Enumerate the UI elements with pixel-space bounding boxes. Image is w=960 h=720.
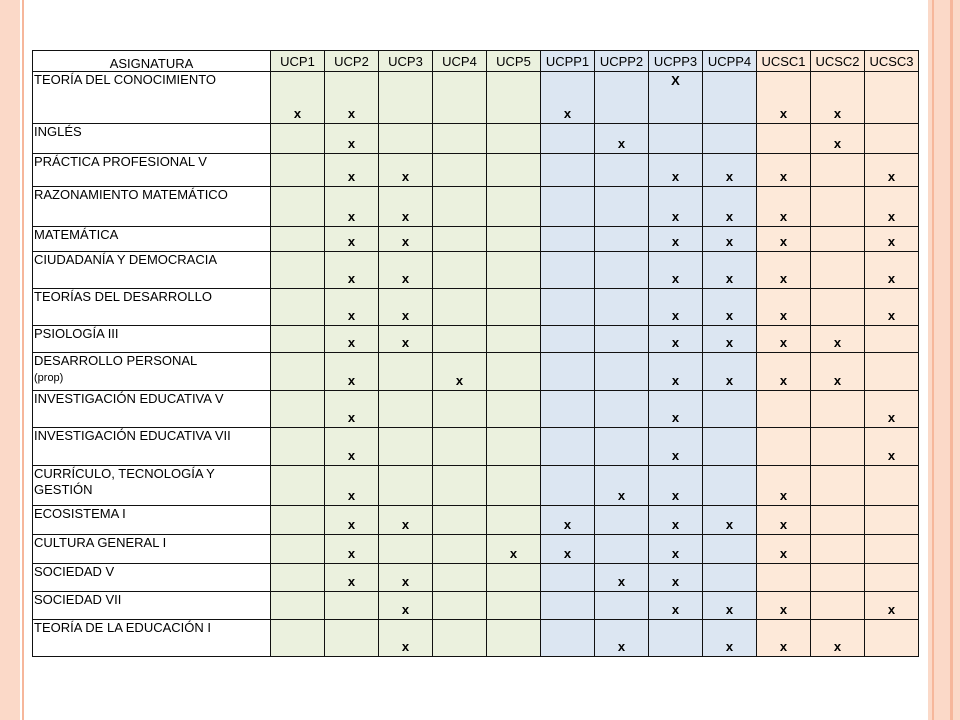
mark-cell: x (703, 252, 757, 289)
subject-cell (33, 252, 271, 289)
mark-cell (757, 391, 811, 428)
mark-cell (703, 72, 757, 124)
subject-cell (33, 227, 271, 252)
table-row (33, 620, 919, 657)
column-header-ucpp4: UCPP4 (703, 51, 757, 72)
table-row (33, 353, 919, 391)
mark-cell: x (649, 428, 703, 466)
mark-cell (811, 506, 865, 535)
mark-cell (865, 535, 919, 564)
mark-cell: x (379, 154, 433, 187)
mark-cell: x (703, 289, 757, 326)
mark-cell: x (433, 353, 487, 391)
mark-cell: x (865, 428, 919, 466)
mark-cell: x (325, 289, 379, 326)
mark-cell (811, 466, 865, 506)
mark-cell (271, 620, 325, 657)
table-body (33, 72, 919, 657)
mark-cell (433, 620, 487, 657)
mark-cell: x (865, 154, 919, 187)
mark-cell (811, 564, 865, 592)
mark-cell (541, 391, 595, 428)
mark-cell (703, 564, 757, 592)
mark-cell: x (325, 391, 379, 428)
mark-cell (757, 564, 811, 592)
mark-cell (379, 391, 433, 428)
mark-cell (487, 326, 541, 353)
mark-cell (271, 187, 325, 227)
mark-cell: x (757, 466, 811, 506)
mark-cell: x (703, 326, 757, 353)
mark-cell: x (703, 620, 757, 657)
mark-cell (487, 124, 541, 154)
mark-cell (487, 154, 541, 187)
mark-cell: x (649, 391, 703, 428)
subject-cell (33, 592, 271, 620)
subject-cell (33, 124, 271, 154)
mark-cell: x (487, 535, 541, 564)
mark-cell (271, 227, 325, 252)
mark-cell (595, 353, 649, 391)
subject-name: CULTURA GENERAL I (34, 535, 167, 550)
mark-cell: X (649, 72, 703, 124)
subject-name: TEORÍA DE LA EDUCACIÓN I (34, 620, 211, 635)
mark-cell: x (649, 154, 703, 187)
subject-cell (33, 154, 271, 187)
mark-cell: x (757, 289, 811, 326)
mark-cell (271, 391, 325, 428)
subject-name: MATEMÁTICA (34, 227, 119, 242)
mark-cell (487, 391, 541, 428)
mark-cell: x (649, 187, 703, 227)
mark-cell (433, 564, 487, 592)
mark-cell: x (757, 353, 811, 391)
mark-cell: x (379, 506, 433, 535)
mark-cell (379, 535, 433, 564)
mark-cell (433, 428, 487, 466)
mark-cell (433, 124, 487, 154)
frame-right-line (932, 0, 934, 720)
mark-cell (433, 506, 487, 535)
mark-cell: x (649, 466, 703, 506)
subject-name: PSIOLOGÍA III (34, 326, 119, 341)
mark-cell (271, 154, 325, 187)
table-row (33, 326, 919, 353)
mark-cell (271, 466, 325, 506)
subject-cell (33, 428, 271, 466)
mark-cell (433, 72, 487, 124)
mark-cell: x (649, 353, 703, 391)
table-row (33, 289, 919, 326)
mark-cell: x (703, 506, 757, 535)
mark-cell (703, 535, 757, 564)
mark-cell (433, 592, 487, 620)
mark-cell: x (541, 535, 595, 564)
mark-cell: x (703, 353, 757, 391)
mark-cell (595, 592, 649, 620)
mark-cell (433, 391, 487, 428)
mark-cell (433, 289, 487, 326)
mark-cell (865, 506, 919, 535)
mark-cell (811, 252, 865, 289)
subject-cell (33, 72, 271, 124)
mark-cell: x (757, 592, 811, 620)
mark-cell (487, 466, 541, 506)
mark-cell (271, 506, 325, 535)
mark-cell: x (379, 187, 433, 227)
mark-cell (541, 620, 595, 657)
mark-cell (271, 564, 325, 592)
mark-cell (541, 428, 595, 466)
mark-cell (379, 466, 433, 506)
mark-cell (487, 620, 541, 657)
table-row (33, 592, 919, 620)
mark-cell (433, 535, 487, 564)
mark-cell (541, 289, 595, 326)
table-row (33, 187, 919, 227)
mark-cell (811, 428, 865, 466)
mark-cell: x (379, 289, 433, 326)
mark-cell: x (595, 620, 649, 657)
mark-cell: x (811, 620, 865, 657)
mark-cell (271, 326, 325, 353)
mark-cell: x (325, 154, 379, 187)
mark-cell: x (379, 326, 433, 353)
mark-cell (487, 506, 541, 535)
mark-cell: x (541, 72, 595, 124)
mark-cell: x (325, 466, 379, 506)
mark-cell: x (541, 506, 595, 535)
mark-cell: x (325, 506, 379, 535)
mark-cell (379, 72, 433, 124)
curriculum-matrix-table (32, 50, 919, 657)
mark-cell (703, 124, 757, 154)
mark-cell (865, 72, 919, 124)
column-header-ucp4: UCP4 (433, 51, 487, 72)
mark-cell: x (865, 391, 919, 428)
mark-cell: x (649, 326, 703, 353)
mark-cell (541, 252, 595, 289)
mark-cell: x (325, 535, 379, 564)
mark-cell (703, 466, 757, 506)
subject-name: DESARROLLO PERSONAL (34, 353, 198, 368)
mark-cell (541, 326, 595, 353)
mark-cell (649, 620, 703, 657)
mark-cell: x (703, 187, 757, 227)
mark-cell (595, 187, 649, 227)
mark-cell (649, 124, 703, 154)
mark-cell (271, 592, 325, 620)
table-row (33, 252, 919, 289)
subject-cell (33, 187, 271, 227)
mark-cell (433, 154, 487, 187)
mark-cell: x (325, 227, 379, 252)
mark-cell: x (703, 592, 757, 620)
mark-cell (433, 187, 487, 227)
mark-cell (487, 592, 541, 620)
mark-cell: x (757, 535, 811, 564)
subject-name: CIUDADANÍA Y DEMOCRACIA (34, 252, 218, 267)
subject-name: INVESTIGACIÓN EDUCATIVA V (34, 391, 224, 406)
mark-cell: x (865, 227, 919, 252)
table-row (33, 506, 919, 535)
mark-cell (541, 466, 595, 506)
mark-cell (487, 564, 541, 592)
subject-cell (33, 506, 271, 535)
mark-cell (541, 353, 595, 391)
mark-cell (271, 353, 325, 391)
mark-cell (487, 289, 541, 326)
subject-cell (33, 326, 271, 353)
mark-cell (865, 353, 919, 391)
subject-cell (33, 289, 271, 326)
mark-cell (757, 428, 811, 466)
mark-cell: x (325, 187, 379, 227)
mark-cell: x (865, 289, 919, 326)
mark-cell (595, 154, 649, 187)
mark-cell (595, 326, 649, 353)
table-row (33, 564, 919, 592)
mark-cell: x (271, 72, 325, 124)
mark-cell: x (757, 187, 811, 227)
frame-right-line (950, 0, 953, 720)
mark-cell: x (811, 72, 865, 124)
mark-cell (433, 252, 487, 289)
frame-left-line (22, 0, 24, 720)
mark-cell (541, 592, 595, 620)
mark-cell: x (865, 187, 919, 227)
mark-cell (271, 252, 325, 289)
mark-cell: x (379, 564, 433, 592)
mark-cell (541, 124, 595, 154)
mark-cell: x (757, 227, 811, 252)
mark-cell (811, 289, 865, 326)
mark-cell: x (325, 252, 379, 289)
mark-cell (595, 289, 649, 326)
mark-cell (379, 428, 433, 466)
mark-cell: x (757, 154, 811, 187)
mark-cell: x (703, 154, 757, 187)
mark-cell (811, 227, 865, 252)
mark-cell: x (595, 564, 649, 592)
mark-cell (865, 620, 919, 657)
column-header-ucsc1: UCSC1 (757, 51, 811, 72)
mark-cell: x (649, 289, 703, 326)
mark-cell: x (325, 564, 379, 592)
column-header-ucp1: UCP1 (271, 51, 325, 72)
table-row (33, 535, 919, 564)
mark-cell (487, 187, 541, 227)
mark-cell (541, 187, 595, 227)
mark-cell (541, 564, 595, 592)
column-header-ucpp1: UCPP1 (541, 51, 595, 72)
subject-name: CURRÍCULO, TECNOLOGÍA Y GESTIÓN (34, 466, 215, 497)
frame-left-border (0, 0, 20, 720)
column-header-ucp3: UCP3 (379, 51, 433, 72)
mark-cell (487, 72, 541, 124)
mark-cell: x (325, 428, 379, 466)
table-row (33, 428, 919, 466)
column-header-ucsc3: UCSC3 (865, 51, 919, 72)
subject-name: SOCIEDAD V (34, 564, 115, 579)
mark-cell: x (649, 506, 703, 535)
mark-cell: x (865, 252, 919, 289)
mark-cell (271, 535, 325, 564)
mark-cell: x (325, 124, 379, 154)
table-row (33, 154, 919, 187)
subject-cell (33, 353, 271, 391)
mark-cell (595, 252, 649, 289)
mark-cell: x (757, 506, 811, 535)
table-row (33, 124, 919, 154)
mark-cell (595, 535, 649, 564)
subject-cell (33, 391, 271, 428)
mark-cell (487, 353, 541, 391)
mark-cell (487, 252, 541, 289)
subject-cell (33, 535, 271, 564)
mark-cell: x (325, 326, 379, 353)
mark-cell (595, 506, 649, 535)
subject-name: TEORÍAS DEL DESARROLLO (34, 289, 212, 304)
mark-cell (271, 428, 325, 466)
mark-cell (811, 154, 865, 187)
subject-column-header: ASIGNATURA (33, 51, 271, 72)
mark-cell (271, 124, 325, 154)
subject-name: SOCIEDAD VII (34, 592, 122, 607)
mark-cell: x (757, 326, 811, 353)
subject-name: PRÁCTICA PROFESIONAL V (34, 154, 207, 169)
column-header-ucpp2: UCPP2 (595, 51, 649, 72)
mark-cell: x (649, 535, 703, 564)
mark-cell: x (649, 227, 703, 252)
mark-cell (595, 72, 649, 124)
mark-cell: x (757, 72, 811, 124)
mark-cell (325, 620, 379, 657)
mark-cell (379, 124, 433, 154)
mark-cell (811, 391, 865, 428)
mark-cell: x (379, 592, 433, 620)
subject-name: ECOSISTEMA I (34, 506, 126, 521)
subject-name: RAZONAMIENTO MATEMÁTICO (34, 187, 228, 202)
mark-cell (271, 289, 325, 326)
mark-cell (865, 466, 919, 506)
mark-cell (595, 428, 649, 466)
mark-cell (433, 326, 487, 353)
mark-cell (757, 124, 811, 154)
mark-cell (487, 428, 541, 466)
mark-cell (541, 154, 595, 187)
column-header-ucpp3: UCPP3 (649, 51, 703, 72)
mark-cell (865, 564, 919, 592)
mark-cell (433, 466, 487, 506)
mark-cell: x (649, 564, 703, 592)
mark-cell: x (811, 124, 865, 154)
mark-cell (703, 391, 757, 428)
mark-cell: x (325, 72, 379, 124)
mark-cell: x (379, 227, 433, 252)
column-header-ucp5: UCP5 (487, 51, 541, 72)
mark-cell: x (865, 592, 919, 620)
mark-cell (595, 391, 649, 428)
mark-cell (433, 227, 487, 252)
subject-name: INGLÉS (34, 124, 82, 139)
mark-cell: x (757, 252, 811, 289)
mark-cell (325, 592, 379, 620)
subject-name: TEORÍA DEL CONOCIMIENTO (34, 72, 217, 87)
column-header-ucsc2: UCSC2 (811, 51, 865, 72)
mark-cell: x (379, 620, 433, 657)
mark-cell (541, 227, 595, 252)
mark-cell: x (649, 592, 703, 620)
subject-cell (33, 620, 271, 657)
mark-cell (811, 592, 865, 620)
mark-cell (595, 227, 649, 252)
mark-cell (865, 326, 919, 353)
subject-cell (33, 466, 271, 506)
mark-cell (811, 187, 865, 227)
mark-cell: x (325, 353, 379, 391)
mark-cell (379, 353, 433, 391)
mark-cell: x (595, 124, 649, 154)
subject-cell (33, 564, 271, 592)
subject-note: (prop) (34, 372, 64, 384)
mark-cell (703, 428, 757, 466)
mark-cell (811, 535, 865, 564)
mark-cell (487, 227, 541, 252)
column-header-ucp2: UCP2 (325, 51, 379, 72)
mark-cell: x (811, 353, 865, 391)
subject-name: INVESTIGACIÓN EDUCATIVA VII (34, 428, 231, 443)
mark-cell: x (811, 326, 865, 353)
header-row (33, 51, 919, 72)
table-row (33, 466, 919, 506)
mark-cell: x (703, 227, 757, 252)
mark-cell: x (649, 252, 703, 289)
mark-cell (865, 124, 919, 154)
mark-cell: x (757, 620, 811, 657)
table-row (33, 227, 919, 252)
mark-cell: x (379, 252, 433, 289)
table-row (33, 391, 919, 428)
mark-cell: x (595, 466, 649, 506)
table-row (33, 72, 919, 124)
